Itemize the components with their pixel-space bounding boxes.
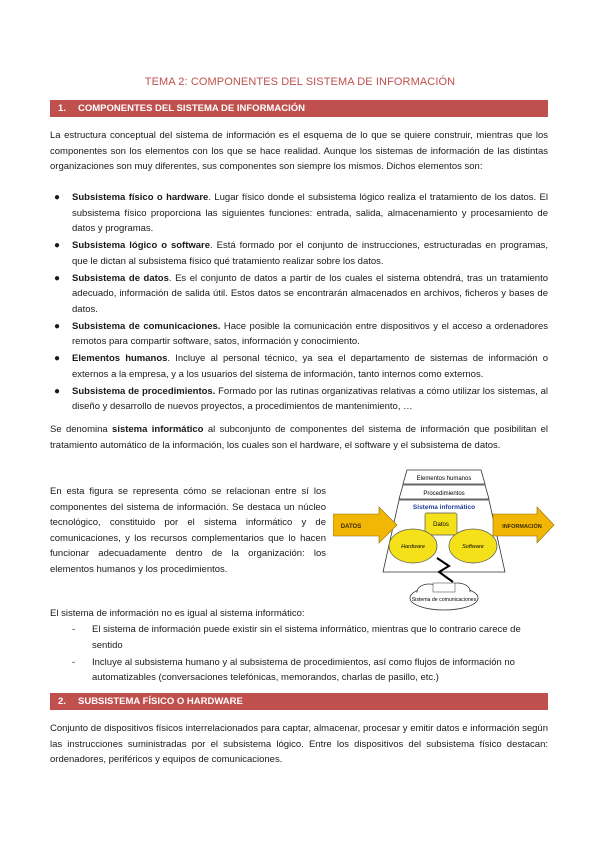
list-item: - El sistema de información puede existir sin el sistema informático, mientras que lo contrario carece de sentido — [72, 624, 521, 651]
modem-icon — [433, 583, 455, 592]
page-title: TEMA 2: COMPONENTES DEL SISTEMA DE INFORMACIÓN — [144, 76, 456, 88]
procedures-label: Procedimientos — [423, 491, 465, 497]
comparison-paragraph: El sistema de información no es igual al sistema informático: — [50, 608, 305, 619]
hardware-label: Hardware — [401, 544, 425, 550]
figure-description: En esta figura se representa cómo se relacionan entre sí los componentes del sistema de información. Se destaca un núcleo tecnológico, constituido por el sistema informático y de comunicaciones, y los recursos complementarios que lo hacen funcionar adecuadamente dentro de la organización: los elementos humanos y los procedimientos. — [50, 486, 326, 575]
hardware-paragraph: Conjunto de dispositivos físicos interrelacionados para captar, almacenar, procesar y emitir datos e información según las instrucciones suministradas por el subsistema lógico. Entre los dispositivos del subsistema físico destacan: ordenadores, periféricos y equipos de comunicaciones. — [50, 723, 548, 765]
software-label: Software — [462, 544, 484, 550]
list-item: ● Subsistema de procedimientos. Formado por las rutinas organizativas relativas a cómo utilizar los sistemas, al diseño y desarrollo de nuevos proyectos, a procedimientos de mantenimiento, … — [54, 385, 548, 412]
bullet-icon: ● — [54, 240, 61, 251]
list-item: ● Subsistema lógico o software. Está formado por el conjunto de instrucciones, estructuradas en programas, que le dictan al subsistema físico qué tratamiento realizar sobre los datos. — [54, 240, 548, 267]
section-heading-2 — [50, 693, 548, 710]
components-list — [50, 190, 548, 416]
list-item: ● Elementos humanos. Incluye al personal técnico, ya sea el departamento de sistemas de información o externos a la empresa, y a los usuarios del sistema de información, tanto internos como externos. — [54, 353, 548, 380]
bullet-icon: ● — [54, 272, 61, 284]
bullet-icon: ● — [54, 192, 61, 203]
system-label: Sistema informático — [412, 504, 476, 511]
section-title: SUBSISTEMA FÍSICO O HARDWARE — [78, 696, 243, 707]
data-box-label: Datos — [433, 522, 449, 528]
communications-label: Sistema de comunicaciones — [411, 597, 477, 603]
section-heading-1 — [50, 100, 548, 117]
section-title: COMPONENTES DEL SISTEMA DE INFORMACIÓN — [78, 103, 305, 114]
intro-paragraph: La estructura conceptual del sistema de información es el esquema de lo que se quiere construir, mientras que los componentes son los elementos con los que se hace realidad. Aunque los sistemas de información de las distintas organizaciones son muy diferentes, sus componentes son siempre los mismos. Dichos elementos son: — [50, 130, 548, 172]
definition-paragraph: Se denomina sistema informático al subconjunto de componentes del sistema de información que posibilitan el tratamiento automático de la información, los cuales son el hardware, el software y el subsistema de datos. — [50, 424, 549, 451]
bullet-icon: ● — [54, 385, 61, 397]
list-item: ● Subsistema de comunicaciones. Hace posible la comunicación entre dispositivos y el acceso a ordenadores remotos para compartir software, satos, información y conocimiento. — [54, 320, 548, 347]
list-item: ● Subsistema físico o hardware. Lugar físico donde el subsistema lógico realiza el tratamiento de los datos. El subsistema físico proporciona las siguientes funciones: entrada, salida, almacenamiento y procesamiento de datos y programas. — [54, 192, 548, 234]
list-item: ● Subsistema de datos. Es el conjunto de datos a partir de los cuales el sistema obtendrá, tras un tratamiento adecuado, información de salida útil. Estos datos se encontrarán almacenados en archivos, ficheros y bases de datos. — [54, 272, 548, 315]
differences-list — [72, 622, 548, 687]
input-label: DATOS — [340, 524, 362, 530]
section-number: 1. — [58, 103, 66, 114]
bullet-icon: ● — [54, 353, 61, 364]
humans-label: Elementos humanos — [416, 476, 472, 482]
list-item: - Incluye al subsistema humano y al subsistema de procedimientos, así como flujos de información no automatizables (conversaciones telefónicas, memorandos, charlas de pasillo, etc.) — [72, 656, 515, 683]
section-number: 2. — [58, 696, 66, 707]
bullet-icon: ● — [54, 320, 61, 332]
output-label: INFORMACIÓN — [502, 524, 542, 530]
components-diagram — [333, 466, 555, 616]
